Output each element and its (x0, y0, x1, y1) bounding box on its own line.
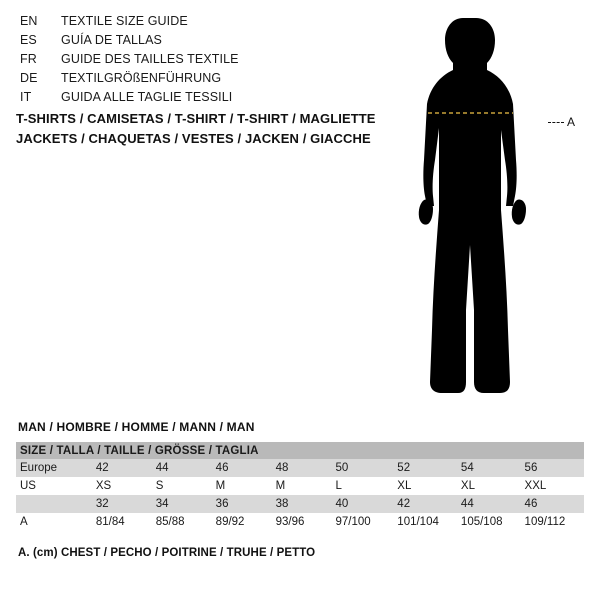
table-row (16, 477, 584, 495)
cell-value: 44 (457, 495, 521, 513)
row-label (16, 495, 92, 513)
cell-value: 93/96 (272, 513, 332, 531)
cell-value: M (272, 477, 332, 495)
cell-value: 81/84 (92, 513, 152, 531)
cell-value: 97/100 (332, 513, 394, 531)
cell-value: 46 (521, 495, 584, 513)
garment-types (16, 109, 376, 149)
legend-row (20, 71, 350, 90)
table-row (16, 459, 584, 477)
cell-value: XS (92, 477, 152, 495)
legend-row (20, 52, 350, 71)
legend-text: GUIDA ALLE TAGLIE TESSILI (61, 90, 233, 104)
row-label: A (16, 513, 92, 531)
cell-value: 34 (152, 495, 212, 513)
cell-value: 44 (152, 459, 212, 477)
cell-value: L (332, 477, 394, 495)
cell-value: 101/104 (393, 513, 457, 531)
legend-row (20, 14, 350, 33)
table-header-row (16, 442, 584, 459)
table-header-label: SIZE / TALLA / TAILLE / GRÖSSE / TAGLIA (16, 442, 584, 459)
legend-code: IT (20, 90, 32, 104)
cell-value: 52 (393, 459, 457, 477)
garment-line-jackets: JACKETS / CHAQUETAS / VESTES / JACKEN / GIACCHE (16, 131, 371, 146)
legend-text: GUÍA DE TALLAS (61, 33, 162, 47)
size-table (16, 442, 584, 531)
cell-value: 105/108 (457, 513, 521, 531)
cell-value: 56 (521, 459, 584, 477)
male-silhouette-figure (400, 10, 590, 405)
row-label: Europe (16, 459, 92, 477)
cell-value: 50 (332, 459, 394, 477)
legend-text: TEXTILGRÖßENFÜHRUNG (61, 71, 222, 85)
legend-row (20, 90, 350, 109)
cell-value: 42 (92, 459, 152, 477)
language-legend (20, 14, 350, 109)
cell-value: S (152, 477, 212, 495)
cell-value: 85/88 (152, 513, 212, 531)
silhouette-svg (400, 10, 590, 405)
cell-value: 36 (212, 495, 272, 513)
legend-code: DE (20, 71, 38, 85)
row-label: US (16, 477, 92, 495)
cell-value: M (212, 477, 272, 495)
cell-value: 48 (272, 459, 332, 477)
cell-value: 46 (212, 459, 272, 477)
legend-row (20, 33, 350, 52)
cell-value: 54 (457, 459, 521, 477)
legend-text: GUIDE DES TAILLES TEXTILE (61, 52, 239, 66)
cell-value: 32 (92, 495, 152, 513)
cell-value: XXL (521, 477, 584, 495)
cell-value: 42 (393, 495, 457, 513)
legend-code: ES (20, 33, 37, 47)
measurement-footnote: A. (cm) CHEST / PECHO / POITRINE / TRUHE / PETTO (18, 547, 316, 559)
legend-text: TEXTILE SIZE GUIDE (61, 14, 188, 28)
garment-line-tshirts: T-SHIRTS / CAMISETAS / T-SHIRT / T-SHIRT / MAGLIETTE (16, 111, 376, 126)
legend-code: EN (20, 14, 38, 28)
measure-label-a: A (567, 115, 576, 129)
cell-value: XL (457, 477, 521, 495)
table-row (16, 513, 584, 531)
cell-value: XL (393, 477, 457, 495)
legend-code: FR (20, 52, 37, 66)
cell-value: 40 (332, 495, 394, 513)
cell-value: 38 (272, 495, 332, 513)
cell-value: 89/92 (212, 513, 272, 531)
table-row (16, 495, 584, 513)
cell-value: 109/112 (521, 513, 584, 531)
measure-leader-line (548, 122, 564, 123)
section-heading-man: MAN / HOMBRE / HOMME / MANN / MAN (18, 420, 255, 434)
